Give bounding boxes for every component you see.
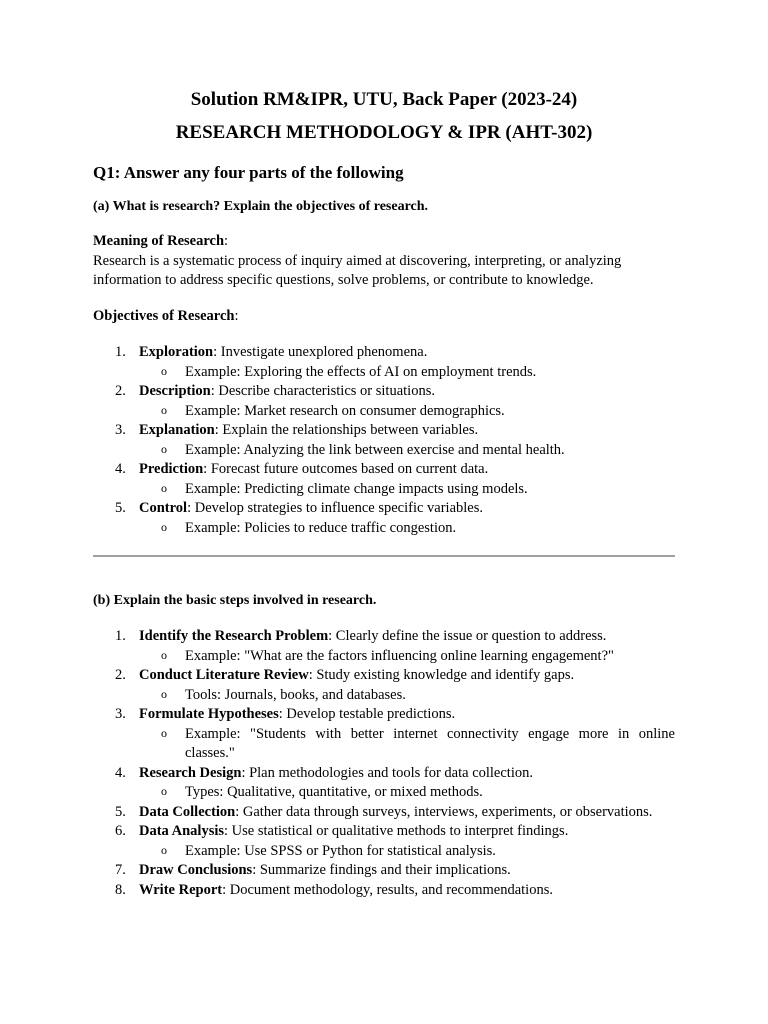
sub-item [139,686,675,706]
list-desc: : Clearly define the issue or question to address. [328,628,607,644]
sub-item [139,480,675,500]
sub-text: Example: Predicting climate change impacts using models. [185,480,528,497]
list-desc: : Develop strategies to influence specific variables. [187,500,484,516]
list-number: 5. [115,500,126,516]
meaning-colon: : [224,233,229,249]
bullet-icon: o [161,686,167,701]
list-item [93,499,675,538]
list-number: 6. [115,823,126,839]
sub-text: Example: "What are the factors influencing online learning engagement?" [185,647,614,664]
bullet-icon: o [161,363,167,378]
list-number: 7. [115,862,126,878]
list-number: 2. [115,667,126,683]
list-item [93,666,675,705]
sub-text: Tools: Journals, books, and databases. [185,686,406,703]
list-desc: : Forecast future outcomes based on current data. [203,461,489,477]
list-number: 4. [115,764,126,781]
sub-item [139,842,675,862]
part-a-question: (a) What is research? Explain the objectives of research. [93,199,429,214]
list-item [93,764,675,803]
bullet-icon: o [161,480,167,495]
list-term: Conduct Literature Review [139,667,309,683]
section-divider [93,555,675,557]
list-term: Write Report [139,881,223,898]
list-term: Control [139,500,188,516]
list-term: Explanation [139,422,215,438]
list-desc: : Gather data through surveys, interviews, experiments, or observations. [235,803,653,820]
sub-item [139,441,675,461]
steps-list [93,627,675,900]
list-desc: : Document methodology, results, and recommendations. [222,881,553,898]
list-item [93,382,675,421]
sub-text: Example: Market research on consumer demographics. [185,402,505,419]
sub-text: Example: Exploring the effects of AI on employment trends. [185,363,537,380]
sub-item [139,363,675,383]
list-item [93,861,675,881]
list-term: Formulate Hypotheses [139,706,279,722]
list-term: Description [139,383,211,399]
list-term: Identify the Research Problem [139,628,329,644]
list-desc: : Describe characteristics or situations. [210,383,435,399]
list-number: 4. [115,461,126,477]
list-number: 3. [115,706,126,722]
list-desc: : Plan methodologies and tools for data collection. [241,764,533,781]
list-desc: : Summarize findings and their implications. [252,862,511,878]
meaning-text: Research is a systematic process of inquiry aimed at discovering, interpreting, or analyzing information to address specific questions, solve problems, or contribute to knowledge. [93,252,622,288]
objectives-heading [93,307,683,327]
sub-item [139,647,675,667]
objectives-label: Objectives of Research [93,308,235,324]
bullet-icon: o [161,441,167,456]
objectives-list [93,343,675,538]
list-number: 2. [115,383,126,399]
list-number: 8. [115,881,126,898]
list-item [93,881,675,901]
list-term: Data Analysis [139,823,225,839]
list-item [93,421,675,460]
document-subtitle: RESEARCH METHODOLOGY & IPR (AHT-302) [175,122,593,143]
list-item [93,627,675,666]
list-term: Draw Conclusions [139,862,253,878]
sub-item [139,725,675,764]
sub-text: Example: Policies to reduce traffic congestion. [185,519,457,536]
list-item [93,705,675,764]
sub-text: Example: "Students with better internet connectivity engage more in online classes." [185,725,675,761]
list-number: 1. [115,344,126,360]
list-term: Data Collection [139,803,236,820]
bullet-icon: o [161,725,167,740]
list-number: 3. [115,422,126,438]
list-term: Exploration [139,344,214,360]
list-desc: : Use statistical or qualitative methods to interpret findings. [224,823,569,839]
bullet-icon: o [161,519,167,534]
sub-text: Types: Qualitative, quantitative, or mixed methods. [185,784,483,800]
sub-item [139,402,675,422]
part-b-question: (b) Explain the basic steps involved in research. [93,593,377,608]
sub-text: Example: Analyzing the link between exercise and mental health. [185,441,565,458]
list-item [93,803,675,823]
bullet-icon: o [161,842,167,857]
objectives-colon: : [234,308,239,324]
sub-item [139,783,675,803]
list-item [93,822,675,861]
list-desc: : Explain the relationships between variables. [214,422,479,438]
bullet-icon: o [161,647,167,662]
list-desc: : Study existing knowledge and identify gaps. [308,667,575,683]
bullet-icon: o [161,784,167,798]
list-desc: : Develop testable predictions. [278,706,456,722]
meaning-label: Meaning of Research [93,233,225,249]
list-item [93,343,675,382]
list-term: Research Design [139,764,242,781]
sub-item [139,519,675,539]
sub-text: Example: Use SPSS or Python for statistical analysis. [185,842,496,859]
list-term: Prediction [139,461,204,477]
question-heading: Q1: Answer any four parts of the following [93,163,404,182]
document-title: Solution RM&IPR, UTU, Back Paper (2023-24) [190,89,578,110]
list-desc: : Investigate unexplored phenomena. [213,344,428,360]
list-number: 1. [115,628,126,644]
list-item [93,460,675,499]
bullet-icon: o [161,402,167,417]
meaning-section [93,232,683,291]
list-number: 5. [115,803,126,820]
